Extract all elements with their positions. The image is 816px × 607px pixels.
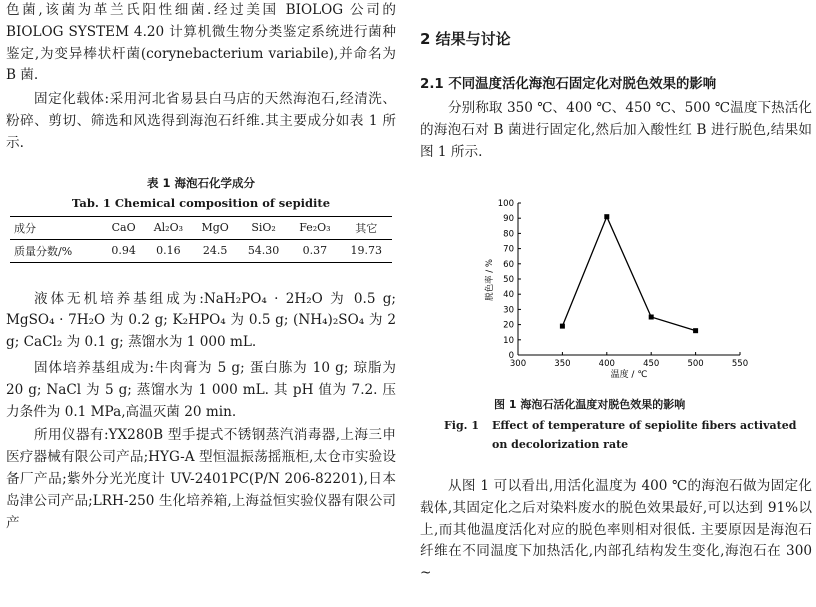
y-axis-label: 脱色率 / % <box>485 259 495 301</box>
y-tick-label: 20 <box>503 320 514 331</box>
data-point <box>649 315 654 320</box>
chemical-composition-table <box>10 216 392 263</box>
y-tick-label: 0 <box>508 351 514 361</box>
y-tick-label: 30 <box>503 305 514 316</box>
chart-axes <box>518 203 740 355</box>
paragraph-instruments: 所用仪器有:YX280B 型手提式不锈钢蒸汽消毒器,上海三申医疗器械有限公司产品;HYG-A 型恒温振荡摇瓶柜,太仓市实验设备厂产品;紫外分光光度计 UV-2401PC(P/N 206-82201),日本岛津公司产品;LRH-250 生化培养箱,上海益恒实验仪器有限公司产 <box>6 427 396 531</box>
table-header-cell: 成分 <box>10 216 103 239</box>
chart-series <box>560 214 698 333</box>
y-tick-label: 60 <box>503 259 514 270</box>
table-row <box>10 239 392 262</box>
y-tick-label: 40 <box>503 290 514 301</box>
table-header-row <box>10 216 392 239</box>
table-header-cell: SiO₂ <box>238 216 289 239</box>
paragraph-liquid-medium: 液体无机培养基组成为:NaH₂PO₄ · 2H₂O 为 0.5 g; MgSO₄ · 7H₂O 为 0.2 g; K₂HPO₄ 为 0.5 g; (NH₄)₂SO₄ 为 2 g; CaCl₂ 为 0.1 g; 蒸馏水为 1 000 mL. <box>6 290 396 351</box>
x-tick-label: 400 <box>598 359 615 369</box>
figure-caption-en-line1: Effect of temperature of sepiolite fibers activated <box>492 419 797 432</box>
x-tick-label: 550 <box>731 359 749 369</box>
y-tick-label: 70 <box>503 244 514 255</box>
y-tick-label: 10 <box>503 335 514 346</box>
table-cell: 54.30 <box>238 239 289 262</box>
table-cell: 0.94 <box>103 239 144 262</box>
table-cell: 0.16 <box>144 239 192 262</box>
figure-caption-cn: 图 1 海泡石活化温度对脱色效果的影响 <box>494 398 686 411</box>
data-point <box>560 324 565 329</box>
chart-ticks <box>498 199 748 369</box>
right-column <box>420 0 812 163</box>
y-tick-label: 100 <box>497 199 514 209</box>
table-header-cell: Fe₂O₃ <box>289 216 340 239</box>
section-heading: 2 结果与讨论 <box>420 30 511 48</box>
x-tick-label: 450 <box>643 359 660 369</box>
x-tick-label: 500 <box>687 359 704 369</box>
table-caption-en: Tab. 1 Chemical composition of sepidite <box>71 195 331 210</box>
table-caption-cn: 表 1 海泡石化学成分 <box>146 175 255 190</box>
y-tick-label: 90 <box>503 214 514 225</box>
figure-caption <box>420 396 812 585</box>
table-header-cell: 其它 <box>341 216 392 239</box>
y-tick-label: 50 <box>503 275 514 285</box>
data-point <box>693 328 698 333</box>
x-tick-label: 350 <box>554 359 571 369</box>
table-header-cell: Al₂O₃ <box>144 216 192 239</box>
decolorization-chart <box>480 195 760 380</box>
paragraph-solid-medium: 固体培养基组成为:牛肉膏为 5 g; 蛋白胨为 10 g; 琼脂为 20 g; NaCl 为 5 g; 蒸馏水为 1 000 mL. 其 pH 值为 7.2. 压力条件为 0.1 MPa,高温灭菌 20 min. <box>6 359 396 420</box>
x-tick-label: 300 <box>509 359 527 369</box>
table-header-cell: CaO <box>103 216 144 239</box>
y-tick-label: 80 <box>503 229 514 240</box>
paragraph-method: 分别称取 350 ℃、400 ℃、450 ℃、500 ℃温度下热活化的海泡石对 B 菌进行固定化,然后加入酸性红 B 进行脱色,结果如图 1 所示. <box>420 100 812 160</box>
table-cell: 质量分数/% <box>10 239 103 262</box>
figure-caption-en-line2: on decolorization rate <box>492 438 629 451</box>
table-cell: 24.5 <box>192 239 237 262</box>
paragraph-strain: 色菌,该菌为革兰氏阳性细菌.经过美国 BIOLOG 公司的 BIOLOG SYSTEM 4.20 计算机微生物分类鉴定系统进行菌种鉴定,为变异棒状杆菌(corynebacterium variabile),并命名为 B 菌. <box>6 2 396 84</box>
series-line <box>562 217 695 331</box>
x-axis-label: 温度 / ℃ <box>610 370 648 380</box>
paragraph-carrier: 固定化载体:采用河北省易县白马店的天然海泡石,经清洗、粉碎、剪切、筛选和风选得到海泡石纤维.其主要成分如表 1 所示. <box>6 91 396 151</box>
paragraph-discussion: 从图 1 可以看出,用活化温度为 400 ℃的海泡石做为固定化载体,其固定化之后对染料废水的脱色效果最好,可以达到 91%以上,而其他温度活化对应的脱色率则相对很低. 主要原因是海泡石纤维在不同温度下加热活化,内部孔结构发生变化,海泡石在 300 ~ <box>420 478 812 582</box>
data-point <box>604 214 609 219</box>
table-cell: 19.73 <box>341 239 392 262</box>
table-header-cell: MgO <box>192 216 237 239</box>
left-column <box>6 0 396 534</box>
table-cell: 0.37 <box>289 239 340 262</box>
figure-caption-label: Fig. 1 <box>444 419 479 432</box>
subsection-heading: 2.1 不同温度活化海泡石固定化对脱色效果的影响 <box>420 77 717 92</box>
